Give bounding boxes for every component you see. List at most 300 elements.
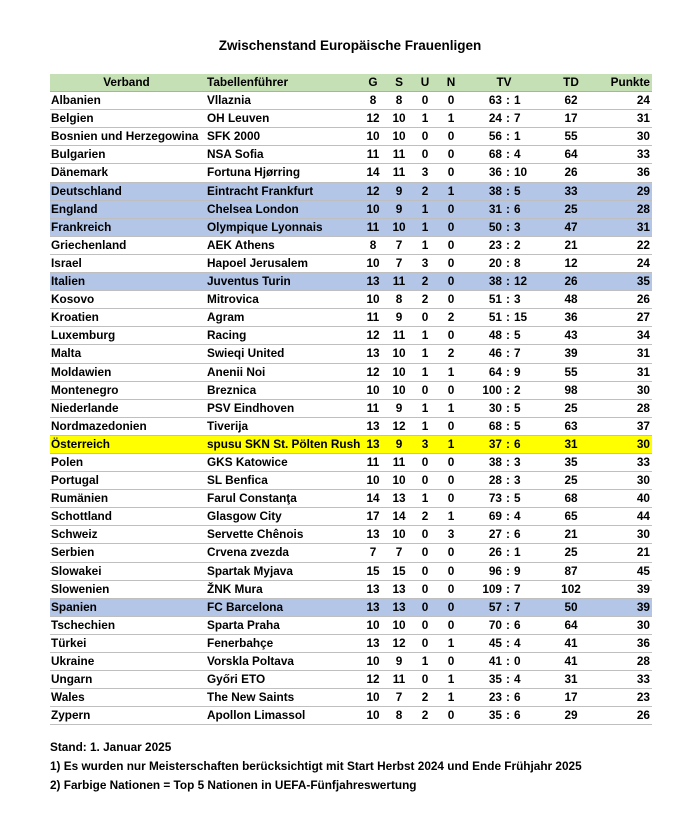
cell-td: 43 (544, 327, 598, 345)
header-s: S (386, 74, 412, 92)
cell-s: 9 (386, 435, 412, 453)
tv-goals-for: 73 (488, 491, 502, 506)
cell-verband: Spanien (50, 598, 202, 616)
cell-s: 11 (386, 164, 412, 182)
tv-goals-for: 37 (488, 436, 502, 451)
cell-g: 13 (360, 273, 386, 291)
cell-tv (464, 671, 544, 689)
cell-tabellenfuehrer: Vllaznia (202, 92, 360, 110)
cell-s: 7 (386, 254, 412, 272)
cell-verband: Türkei (50, 634, 202, 652)
cell-tv (464, 92, 544, 110)
cell-g: 10 (360, 254, 386, 272)
cell-s: 10 (386, 381, 412, 399)
cell-punkte: 37 (598, 417, 652, 435)
cell-verband: Dänemark (50, 164, 202, 182)
cell-td: 48 (544, 291, 598, 309)
cell-punkte: 33 (598, 146, 652, 164)
tv-goals-for: 68 (488, 147, 502, 162)
tv-goals-against: 9 (514, 364, 521, 379)
tv-goals-for: 64 (488, 364, 502, 379)
cell-s: 11 (386, 671, 412, 689)
cell-n: 1 (438, 363, 464, 381)
cell-td: 29 (544, 707, 598, 725)
cell-g: 13 (360, 580, 386, 598)
cell-tv (464, 110, 544, 128)
cell-g: 11 (360, 146, 386, 164)
cell-tabellenfuehrer: spusu SKN St. Pölten Rush (202, 435, 360, 453)
cell-punkte: 31 (598, 110, 652, 128)
cell-td: 25 (544, 544, 598, 562)
tv-goals-against: 8 (514, 255, 521, 270)
footer-notes (50, 738, 582, 795)
cell-td: 39 (544, 345, 598, 363)
header-verband: Verband (50, 74, 202, 92)
cell-tabellenfuehrer: Farul Constanţa (202, 490, 360, 508)
tv-goals-for: 35 (488, 672, 502, 687)
cell-s: 13 (386, 490, 412, 508)
cell-tv (464, 236, 544, 254)
tv-goals-against: 7 (514, 111, 521, 126)
table-row (50, 707, 652, 725)
tv-goals-against: 4 (514, 147, 521, 162)
tv-separator: : (506, 436, 510, 451)
cell-td: 62 (544, 92, 598, 110)
cell-verband: Slowakei (50, 562, 202, 580)
cell-tabellenfuehrer: Vorskla Poltava (202, 653, 360, 671)
cell-punkte: 28 (598, 399, 652, 417)
cell-td: 64 (544, 146, 598, 164)
cell-tv (464, 309, 544, 327)
cell-td: 17 (544, 110, 598, 128)
cell-g: 14 (360, 490, 386, 508)
tv-separator: : (506, 364, 510, 379)
tv-goals-for: 30 (488, 400, 502, 415)
cell-s: 9 (386, 182, 412, 200)
table-row (50, 254, 652, 272)
cell-g: 10 (360, 128, 386, 146)
cell-td: 25 (544, 399, 598, 417)
cell-punkte: 24 (598, 92, 652, 110)
cell-td: 98 (544, 381, 598, 399)
tv-goals-against: 7 (514, 599, 521, 614)
table-row (50, 309, 652, 327)
cell-n: 0 (438, 291, 464, 309)
tv-separator: : (506, 708, 510, 723)
cell-s: 8 (386, 92, 412, 110)
cell-n: 0 (438, 417, 464, 435)
tv-goals-against: 1 (514, 129, 521, 144)
table-row (50, 381, 652, 399)
cell-n: 2 (438, 309, 464, 327)
cell-verband: Österreich (50, 435, 202, 453)
cell-td: 33 (544, 182, 598, 200)
cell-g: 13 (360, 634, 386, 652)
cell-u: 1 (412, 200, 438, 218)
cell-verband: Kroatien (50, 309, 202, 327)
cell-tabellenfuehrer: The New Saints (202, 689, 360, 707)
cell-s: 12 (386, 417, 412, 435)
tv-goals-against: 4 (514, 672, 521, 687)
tv-goals-against: 6 (514, 690, 521, 705)
cell-s: 10 (386, 345, 412, 363)
cell-punkte: 31 (598, 363, 652, 381)
cell-g: 11 (360, 218, 386, 236)
cell-g: 15 (360, 562, 386, 580)
tv-goals-against: 3 (514, 219, 521, 234)
cell-td: 21 (544, 526, 598, 544)
tv-separator: : (506, 255, 510, 270)
cell-u: 0 (412, 309, 438, 327)
cell-g: 7 (360, 544, 386, 562)
table-row (50, 562, 652, 580)
cell-punkte: 23 (598, 689, 652, 707)
cell-s: 10 (386, 472, 412, 490)
cell-tv (464, 345, 544, 363)
cell-tabellenfuehrer: Győri ETO (202, 671, 360, 689)
cell-u: 3 (412, 164, 438, 182)
cell-punkte: 29 (598, 182, 652, 200)
tv-goals-against: 5 (514, 328, 521, 343)
cell-g: 10 (360, 381, 386, 399)
cell-tv (464, 399, 544, 417)
cell-s: 11 (386, 453, 412, 471)
cell-verband: Frankreich (50, 218, 202, 236)
table-row (50, 508, 652, 526)
cell-tv (464, 182, 544, 200)
table-row (50, 544, 652, 562)
cell-s: 7 (386, 236, 412, 254)
tv-separator: : (506, 635, 510, 650)
tv-goals-against: 3 (514, 473, 521, 488)
cell-u: 1 (412, 110, 438, 128)
cell-tabellenfuehrer: AEK Athens (202, 236, 360, 254)
footer-stand: Stand: 1. Januar 2025 (50, 740, 172, 754)
tv-separator: : (506, 274, 510, 289)
cell-u: 1 (412, 236, 438, 254)
cell-punkte: 30 (598, 472, 652, 490)
tv-goals-against: 1 (514, 93, 521, 108)
header-g: G (360, 74, 386, 92)
cell-g: 12 (360, 110, 386, 128)
cell-g: 10 (360, 653, 386, 671)
page-title: Zwischenstand Europäische Frauenligen (218, 38, 482, 53)
cell-verband: Serbien (50, 544, 202, 562)
tv-goals-for: 56 (488, 129, 502, 144)
cell-verband: Moldawien (50, 363, 202, 381)
cell-tabellenfuehrer: PSV Eindhoven (202, 399, 360, 417)
cell-u: 0 (412, 544, 438, 562)
cell-verband: Belgien (50, 110, 202, 128)
cell-tabellenfuehrer: Breznica (202, 381, 360, 399)
tv-goals-for: 45 (488, 635, 502, 650)
cell-s: 11 (386, 327, 412, 345)
cell-u: 1 (412, 327, 438, 345)
cell-punkte: 31 (598, 218, 652, 236)
cell-tabellenfuehrer: Fortuna Hjørring (202, 164, 360, 182)
cell-verband: Luxemburg (50, 327, 202, 345)
header-punkte: Punkte (598, 74, 652, 92)
cell-g: 10 (360, 291, 386, 309)
cell-n: 0 (438, 562, 464, 580)
cell-n: 0 (438, 254, 464, 272)
cell-tv (464, 653, 544, 671)
tv-separator: : (506, 111, 510, 126)
cell-verband: Schweiz (50, 526, 202, 544)
tv-goals-for: 27 (488, 527, 502, 542)
cell-n: 0 (438, 327, 464, 345)
cell-td: 41 (544, 634, 598, 652)
table-header-row (50, 74, 652, 92)
cell-tabellenfuehrer: GKS Katowice (202, 453, 360, 471)
cell-punkte: 30 (598, 526, 652, 544)
cell-verband: Ukraine (50, 653, 202, 671)
cell-tv (464, 508, 544, 526)
cell-verband: Rumänien (50, 490, 202, 508)
header-tv: TV (464, 74, 544, 92)
cell-u: 1 (412, 417, 438, 435)
cell-td: 25 (544, 472, 598, 490)
cell-tv (464, 273, 544, 291)
cell-n: 0 (438, 146, 464, 164)
cell-tv (464, 363, 544, 381)
cell-tv (464, 472, 544, 490)
cell-punkte: 28 (598, 653, 652, 671)
cell-punkte: 26 (598, 707, 652, 725)
table-row (50, 218, 652, 236)
cell-g: 17 (360, 508, 386, 526)
cell-td: 102 (544, 580, 598, 598)
cell-tv (464, 327, 544, 345)
cell-u: 1 (412, 345, 438, 363)
cell-u: 0 (412, 598, 438, 616)
cell-s: 10 (386, 110, 412, 128)
cell-n: 1 (438, 110, 464, 128)
tv-goals-for: 51 (488, 310, 502, 325)
cell-punkte: 36 (598, 634, 652, 652)
cell-n: 0 (438, 707, 464, 725)
tv-goals-against: 2 (514, 382, 521, 397)
tv-goals-for: 38 (488, 183, 502, 198)
cell-verband: Malta (50, 345, 202, 363)
tv-separator: : (506, 346, 510, 361)
cell-s: 9 (386, 309, 412, 327)
cell-punkte: 44 (598, 508, 652, 526)
header-tabellenfuehrer: Tabellenführer (202, 74, 360, 92)
table-row (50, 128, 652, 146)
cell-td: 21 (544, 236, 598, 254)
cell-verband: Israel (50, 254, 202, 272)
cell-s: 12 (386, 634, 412, 652)
tv-separator: : (506, 418, 510, 433)
cell-g: 10 (360, 689, 386, 707)
cell-td: 36 (544, 309, 598, 327)
cell-verband: Kosovo (50, 291, 202, 309)
cell-tabellenfuehrer: Sparta Praha (202, 616, 360, 634)
cell-n: 0 (438, 218, 464, 236)
cell-u: 0 (412, 472, 438, 490)
table-row (50, 182, 652, 200)
tv-goals-against: 4 (514, 635, 521, 650)
cell-td: 17 (544, 689, 598, 707)
cell-n: 0 (438, 92, 464, 110)
tv-separator: : (506, 382, 510, 397)
cell-n: 3 (438, 526, 464, 544)
tv-goals-against: 6 (514, 708, 521, 723)
cell-verband: Montenegro (50, 381, 202, 399)
tv-goals-for: 50 (488, 219, 502, 234)
cell-n: 1 (438, 671, 464, 689)
tv-goals-against: 10 (514, 165, 528, 180)
cell-punkte: 36 (598, 164, 652, 182)
tv-separator: : (506, 237, 510, 252)
tv-goals-against: 2 (514, 237, 521, 252)
tv-goals-against: 5 (514, 418, 521, 433)
tv-separator: : (506, 454, 510, 469)
tv-goals-for: 35 (488, 708, 502, 723)
tv-goals-for: 23 (488, 237, 502, 252)
tv-separator: : (506, 129, 510, 144)
tv-goals-against: 1 (514, 545, 521, 560)
cell-s: 7 (386, 689, 412, 707)
table-row (50, 689, 652, 707)
tv-goals-for: 28 (488, 473, 502, 488)
tv-separator: : (506, 201, 510, 216)
cell-td: 31 (544, 435, 598, 453)
cell-s: 13 (386, 580, 412, 598)
cell-td: 65 (544, 508, 598, 526)
cell-n: 0 (438, 544, 464, 562)
cell-s: 11 (386, 146, 412, 164)
tv-goals-against: 6 (514, 201, 521, 216)
tv-goals-against: 6 (514, 617, 521, 632)
cell-u: 0 (412, 146, 438, 164)
cell-td: 26 (544, 273, 598, 291)
tv-goals-against: 5 (514, 491, 521, 506)
tv-goals-for: 68 (488, 418, 502, 433)
tv-goals-for: 57 (488, 599, 502, 614)
table-row (50, 435, 652, 453)
cell-tabellenfuehrer: Tiverija (202, 417, 360, 435)
cell-u: 2 (412, 508, 438, 526)
table-row (50, 580, 652, 598)
cell-tv (464, 146, 544, 164)
cell-verband: Deutschland (50, 182, 202, 200)
tv-goals-for: 23 (488, 690, 502, 705)
cell-g: 10 (360, 200, 386, 218)
tv-goals-for: 36 (488, 165, 502, 180)
cell-s: 10 (386, 128, 412, 146)
cell-verband: Griechenland (50, 236, 202, 254)
cell-punkte: 27 (598, 309, 652, 327)
cell-u: 3 (412, 435, 438, 453)
cell-u: 0 (412, 92, 438, 110)
cell-tv (464, 381, 544, 399)
cell-tabellenfuehrer: SL Benfica (202, 472, 360, 490)
tv-separator: : (506, 93, 510, 108)
cell-tabellenfuehrer: Chelsea London (202, 200, 360, 218)
cell-verband: Bosnien und Herzegowina (50, 128, 202, 146)
tv-separator: : (506, 509, 510, 524)
cell-n: 1 (438, 435, 464, 453)
table-row (50, 671, 652, 689)
cell-n: 1 (438, 634, 464, 652)
cell-tabellenfuehrer: Fenerbahçe (202, 634, 360, 652)
cell-g: 8 (360, 92, 386, 110)
table-row (50, 200, 652, 218)
cell-punkte: 22 (598, 236, 652, 254)
cell-tabellenfuehrer: Agram (202, 309, 360, 327)
cell-n: 0 (438, 598, 464, 616)
cell-s: 7 (386, 544, 412, 562)
tv-goals-against: 5 (514, 183, 521, 198)
cell-verband: Tschechien (50, 616, 202, 634)
cell-s: 9 (386, 653, 412, 671)
tv-separator: : (506, 690, 510, 705)
tv-goals-against: 7 (514, 346, 521, 361)
cell-tabellenfuehrer: ŽNK Mura (202, 580, 360, 598)
cell-s: 9 (386, 399, 412, 417)
cell-tabellenfuehrer: Mitrovica (202, 291, 360, 309)
tv-goals-for: 109 (482, 581, 502, 596)
cell-g: 11 (360, 399, 386, 417)
tv-goals-for: 70 (488, 617, 502, 632)
cell-g: 12 (360, 182, 386, 200)
tv-separator: : (506, 527, 510, 542)
table-row (50, 164, 652, 182)
tv-goals-for: 51 (488, 292, 502, 307)
cell-g: 13 (360, 598, 386, 616)
cell-verband: Nordmazedonien (50, 417, 202, 435)
cell-td: 25 (544, 200, 598, 218)
header-td: TD (544, 74, 598, 92)
cell-u: 0 (412, 526, 438, 544)
tv-separator: : (506, 599, 510, 614)
cell-verband: Niederlande (50, 399, 202, 417)
tv-goals-against: 3 (514, 454, 521, 469)
cell-tv (464, 616, 544, 634)
cell-g: 11 (360, 309, 386, 327)
cell-g: 12 (360, 671, 386, 689)
cell-n: 2 (438, 345, 464, 363)
cell-u: 1 (412, 490, 438, 508)
cell-n: 0 (438, 472, 464, 490)
cell-tv (464, 580, 544, 598)
table-row (50, 110, 652, 128)
footer-note-2: 2) Farbige Nationen = Top 5 Nationen in UEFA-Fünfjahreswertung (50, 778, 417, 792)
tv-goals-for: 20 (488, 255, 502, 270)
cell-n: 0 (438, 200, 464, 218)
cell-td: 55 (544, 128, 598, 146)
tv-separator: : (506, 563, 510, 578)
cell-tv (464, 453, 544, 471)
cell-tabellenfuehrer: Juventus Turin (202, 273, 360, 291)
cell-tabellenfuehrer: Crvena zvezda (202, 544, 360, 562)
tv-separator: : (506, 183, 510, 198)
cell-n: 0 (438, 128, 464, 146)
cell-tabellenfuehrer: Swieqi United (202, 345, 360, 363)
table-row (50, 490, 652, 508)
cell-tv (464, 490, 544, 508)
cell-punkte: 39 (598, 598, 652, 616)
tv-goals-against: 0 (514, 654, 521, 668)
cell-verband: England (50, 200, 202, 218)
tv-goals-against: 9 (514, 563, 521, 578)
cell-s: 13 (386, 598, 412, 616)
header-n: N (438, 74, 464, 92)
cell-tabellenfuehrer: SFK 2000 (202, 128, 360, 146)
cell-tabellenfuehrer: Olympique Lyonnais (202, 218, 360, 236)
